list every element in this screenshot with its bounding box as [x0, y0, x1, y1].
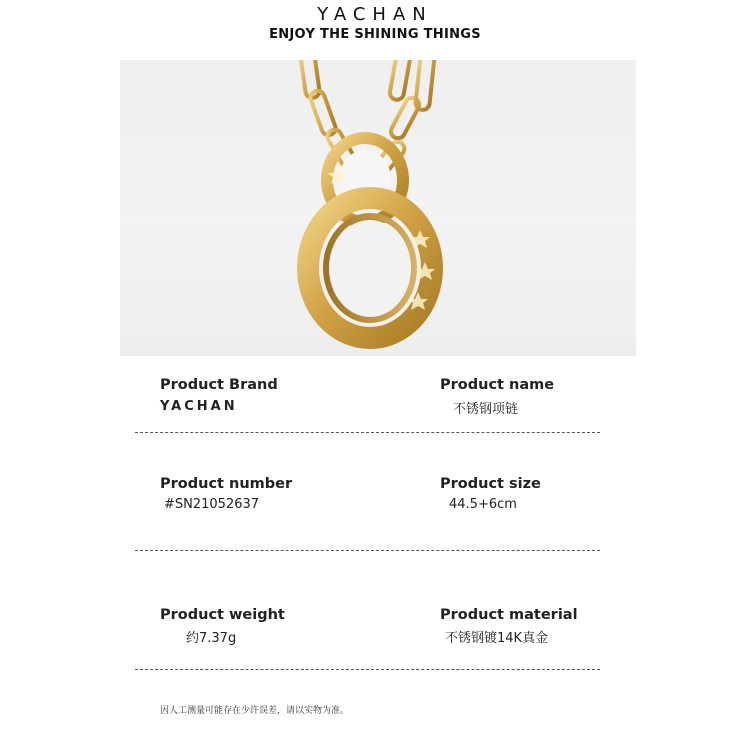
product-size-value: 44.5+6cm	[449, 497, 517, 512]
product-number-label: Product number	[160, 476, 293, 492]
product-weight-label: Product weight	[160, 607, 285, 623]
product-number-value: #SN21052637	[164, 497, 260, 512]
product-name-label: Product name	[440, 377, 555, 393]
product-material-value: 不锈钢镀14K真金	[445, 631, 549, 646]
brand-title: YACHAN	[317, 4, 433, 25]
product-name-value: 不锈钢项链	[453, 402, 519, 417]
necklace-pendant-icon	[120, 60, 636, 356]
product-brand-label: Product Brand	[160, 377, 278, 393]
product-photo	[120, 60, 636, 356]
brand-tagline: ENJOY THE SHINING THINGS	[269, 27, 481, 42]
product-material-label: Product material	[440, 607, 578, 623]
divider	[135, 432, 600, 433]
divider	[135, 669, 600, 670]
product-brand-value: YACHAN	[160, 399, 238, 414]
product-size-label: Product size	[440, 476, 541, 492]
product-weight-value: 约7.37g	[186, 631, 237, 646]
measurement-note: 因人工测量可能存在少许误差，请以实物为准。	[160, 706, 350, 716]
divider	[135, 550, 600, 551]
